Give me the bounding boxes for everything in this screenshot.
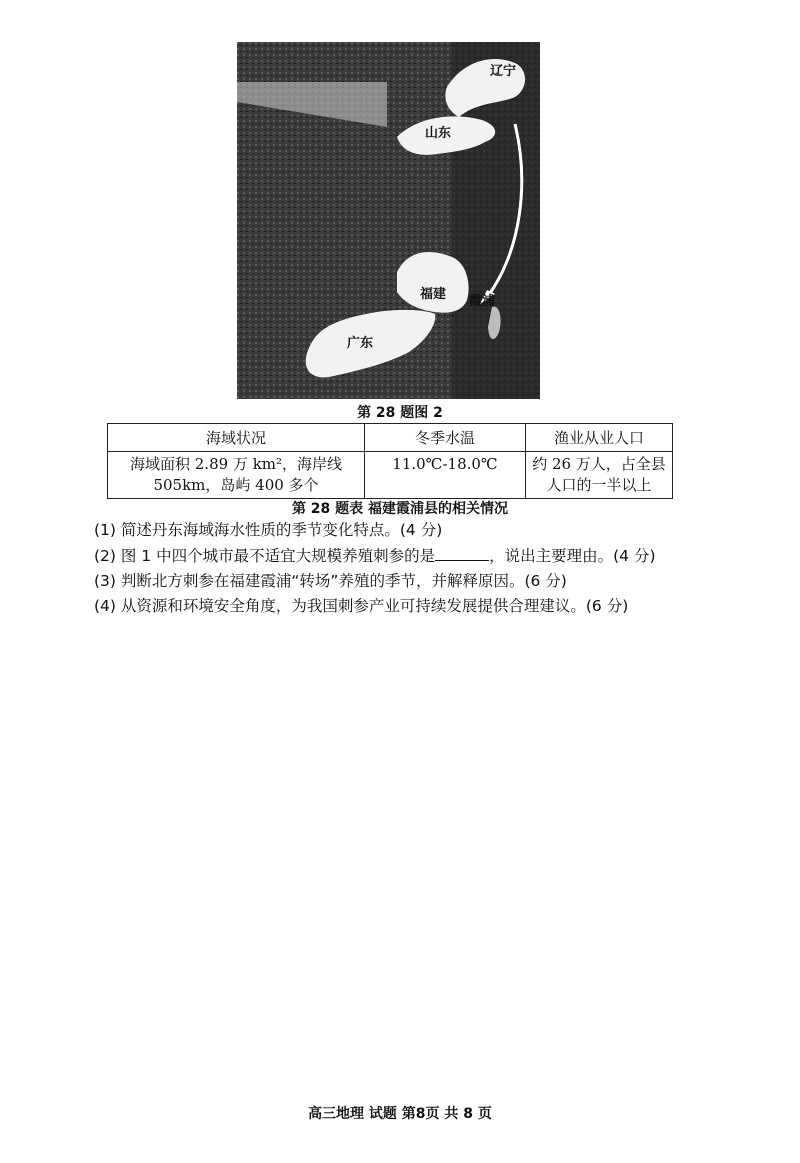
header-sea: 海域状况 bbox=[108, 424, 365, 452]
table-row bbox=[108, 452, 673, 499]
answer-blank bbox=[435, 546, 489, 561]
cell-temp: 11.0℃-18.0℃ bbox=[365, 452, 526, 499]
label-liaoning: 辽宁 bbox=[490, 64, 517, 79]
label-fujian: 福建 bbox=[420, 287, 447, 302]
page-footer: 高三地理 试题 第8页 共 8 页 bbox=[308, 1106, 492, 1122]
cell-sea-line2: 505km，岛屿 400 多个 bbox=[153, 476, 319, 494]
label-guangdong: 广东 bbox=[347, 336, 374, 351]
table-caption: 第 28 题表 福建霞浦县的相关情况 bbox=[291, 501, 509, 517]
cell-pop-line1: 约 26 万人，占全县 bbox=[532, 455, 666, 473]
question-1: (1) 简述丹东海域海水性质的季节变化特点。(4 分) bbox=[94, 521, 443, 539]
map-caption: 第 28 题图 2 bbox=[357, 405, 443, 421]
question-2-text-end: ，说出主要理由。(4 分) bbox=[489, 547, 656, 565]
question-4: (4) 从资源和环境安全角度，为我国刺参产业可持续发展提供合理建议。(6 分) bbox=[94, 597, 629, 615]
table-header-row bbox=[108, 424, 673, 452]
question-3: (3) 判断北方刺参在福建霞浦“转场”养殖的季节，并解释原因。(6 分) bbox=[94, 572, 567, 590]
label-shandong: 山东 bbox=[425, 126, 452, 141]
cell-pop bbox=[526, 452, 673, 499]
header-pop: 渔业从业人口 bbox=[526, 424, 673, 452]
map-image bbox=[237, 42, 540, 399]
question-2-text: (2) 图 1 中四个城市最不适宜大规模养殖刺参的是 bbox=[94, 547, 436, 565]
cell-sea-line1: 海域面积 2.89 万 km²，海岸线 bbox=[129, 455, 343, 473]
info-table bbox=[107, 423, 673, 499]
label-xiapu: 霞浦 bbox=[469, 294, 496, 309]
question-2 bbox=[94, 544, 656, 566]
cell-pop-line2: 人口的一半以上 bbox=[546, 476, 652, 494]
map-figure bbox=[237, 42, 540, 399]
header-temp: 冬季水温 bbox=[365, 424, 526, 452]
cell-sea bbox=[108, 452, 365, 499]
